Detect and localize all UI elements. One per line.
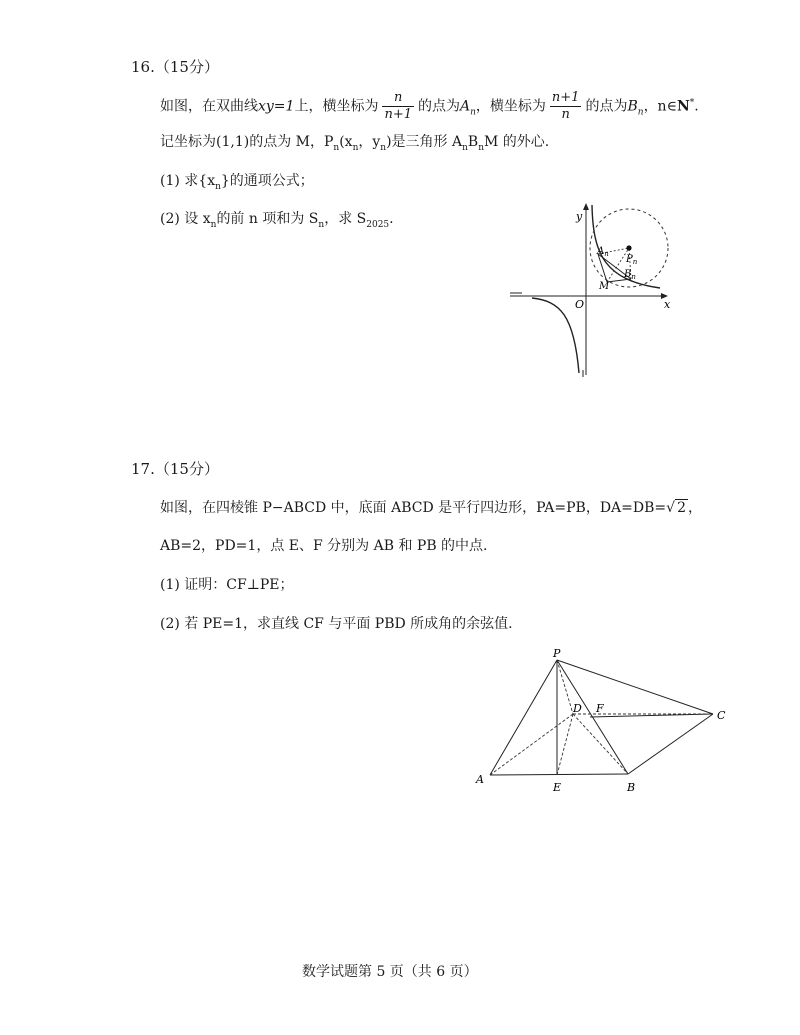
edge-AB [490, 774, 628, 775]
label-M: M [599, 281, 610, 292]
label-P: P [553, 647, 561, 660]
q17-line1: 如图，在四棱锥 P−ABCD 中，底面 ABCD 是平行四边形，PA=PB，DA=DB=√ 2 ， [160, 500, 702, 516]
fraction-n-over-n-plus-1: $\frac{n}{n+1}$ [384, 90, 412, 122]
fraction-n-plus-1-over-n: $\frac{n+1}{n}$ [551, 90, 580, 122]
q16-line2: 记坐标为(1,1)的点为 M，$P_n(x_n$，$y_n$)是三角形 $A_nB_nM$ 的外心. [160, 134, 550, 153]
q17-part1: (1) 证明：CF⊥PE； [160, 577, 294, 593]
edge-PD [557, 660, 573, 714]
origin-label: O [575, 298, 585, 311]
edge-DB [573, 714, 628, 774]
page-footer: 数学试题第 5 页（共 6 页） [302, 964, 478, 980]
label-B: B [627, 781, 636, 794]
q17-line2: AB=2，PD=1，点 E、F 分别为 AB 和 PB 的中点. [160, 538, 488, 554]
hyperbola-figure [500, 195, 685, 380]
q17-part2: (2) 若 PE=1，求直线 CF 与平面 PBD 所成角的余弦值. [160, 616, 513, 632]
segment-DE [557, 714, 573, 775]
q16-header: 16.（15分） [131, 58, 219, 76]
label-D: D [573, 702, 582, 715]
label-F: F [596, 702, 604, 715]
q16-part2: (2) 设 $x_n$的前 n 项和为 $S_n$，求 $S_{2025}$. [160, 211, 394, 230]
y-axis-arrow [583, 203, 589, 210]
hyperbola-branch-third-quadrant [532, 298, 579, 373]
label-A: A [476, 773, 484, 786]
y-label: y [576, 210, 583, 223]
edge-BC [628, 714, 713, 774]
sqrt-2: √ 2 [666, 500, 686, 516]
pyramid-figure [470, 640, 740, 800]
label-Pn: $P_n$ [626, 254, 638, 266]
segment-FC-solid [590, 714, 713, 717]
x-label: x [664, 298, 671, 311]
edge-PA [490, 660, 557, 775]
label-An: $A_n$ [597, 246, 609, 258]
edge-AD [490, 714, 573, 775]
label-E: E [553, 781, 562, 794]
label-C: C [717, 709, 726, 722]
q16-line1: 如图，在双曲线xy=1上，横坐标为 $\frac{n}{n+1}$ 的点为$A_n$，横坐标为 $\frac{n+1}{n}$ 的点为$B_n$，n∈N*. [160, 90, 699, 122]
label-Bn: $B_n$ [624, 269, 636, 281]
q17-header: 17.（15分） [131, 460, 219, 478]
point-P [626, 245, 631, 250]
q16-part1: (1) 求$\{x_n\}$的通项公式； [160, 173, 314, 192]
